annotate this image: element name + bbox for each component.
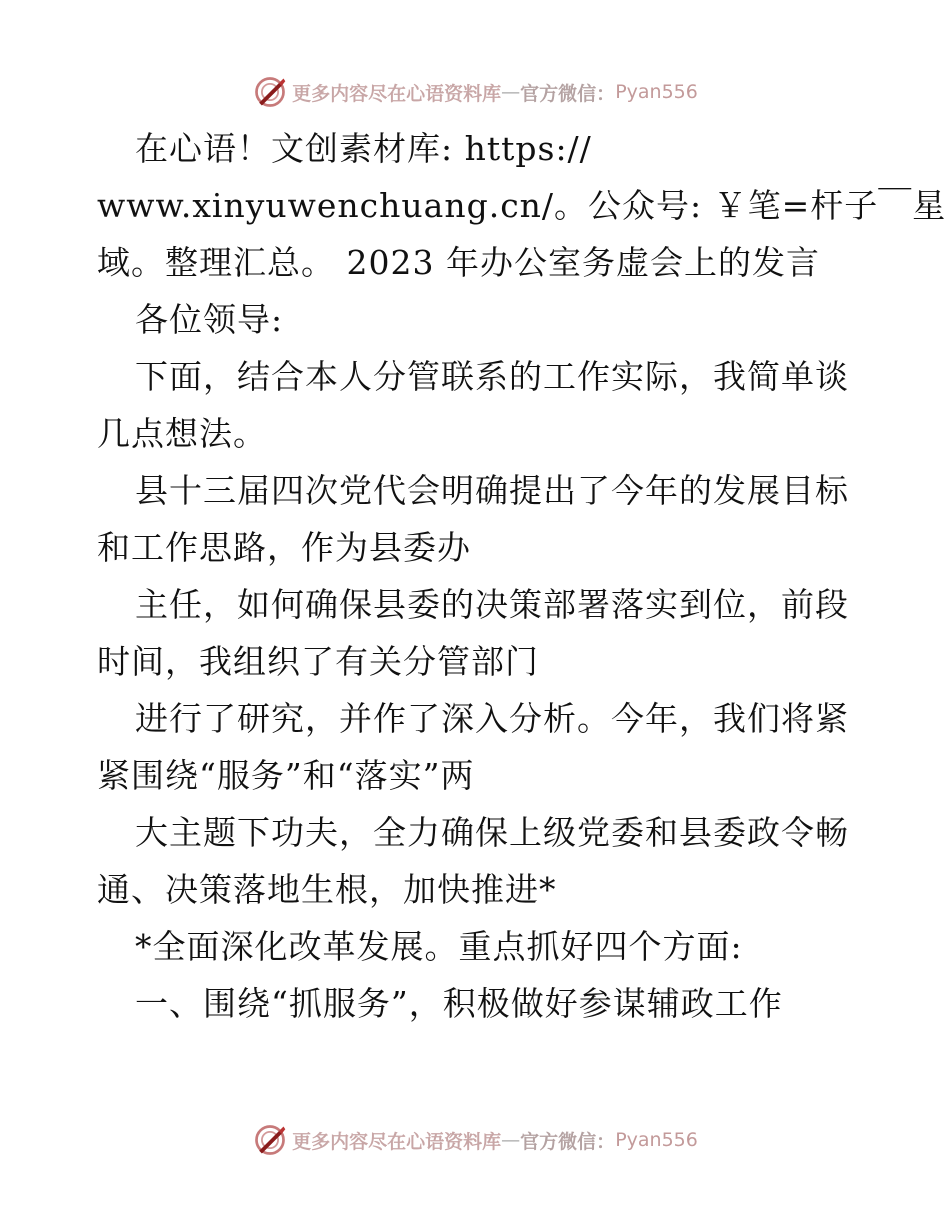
text-line: 大主题下功夫，全力确保上级党委和县委政令畅 — [135, 813, 849, 852]
text-line: 进行了研究，并作了深入分析。今年，我们将紧 — [135, 699, 849, 738]
text-line: 几点想法。 — [97, 414, 267, 453]
watermark-dash: — — [501, 1129, 521, 1151]
text-line: 一、围绕“抓服务”，积极做好参谋辅政工作 — [135, 984, 783, 1023]
watermark-contact-id: Pyan556 — [615, 81, 698, 103]
text-line: 时间，我组织了有关分管部门 — [97, 642, 539, 681]
header-watermark — [0, 72, 950, 112]
watermark-contact-id: Pyan556 — [615, 1129, 698, 1151]
watermark-text: 更多内容尽在心语资料库 — [292, 1130, 502, 1153]
text-line: 各位领导: — [135, 300, 284, 339]
text-line: 主任，如何确保县委的决策部署落实到位，前段 — [135, 585, 849, 624]
text-line: 域。整理汇总。 2023 年办公室务虚会上的发言 — [97, 243, 820, 282]
text-line: 紧围绕“服务”和“落实”两 — [97, 756, 475, 795]
watermark-contact-label: 官方微信： — [520, 82, 616, 105]
watermark-dash: — — [501, 81, 521, 103]
document-body — [97, 120, 947, 1032]
logo-seal-icon — [252, 74, 288, 110]
logo-seal-icon — [252, 1122, 288, 1158]
text-line: 和工作思路，作为县委办 — [97, 528, 471, 567]
text-line: 下面，结合本人分管联系的工作实际，我简单谈 — [135, 357, 849, 396]
text-line: 在心语！文创素材库: https:// — [135, 129, 592, 168]
text-line: www.xinyuwenchuang.cn/。公众号: ￥笔=杆子￣星 — [97, 186, 947, 225]
watermark-contact-label: 官方微信： — [520, 1130, 616, 1153]
text-line: 通、决策落地生根，加快推进* — [97, 870, 557, 909]
text-line: *全面深化改革发展。重点抓好四个方面: — [135, 927, 743, 966]
watermark-text: 更多内容尽在心语资料库 — [292, 82, 502, 105]
footer-watermark — [0, 1120, 950, 1160]
text-line: 县十三届四次党代会明确提出了今年的发展目标 — [135, 471, 849, 510]
